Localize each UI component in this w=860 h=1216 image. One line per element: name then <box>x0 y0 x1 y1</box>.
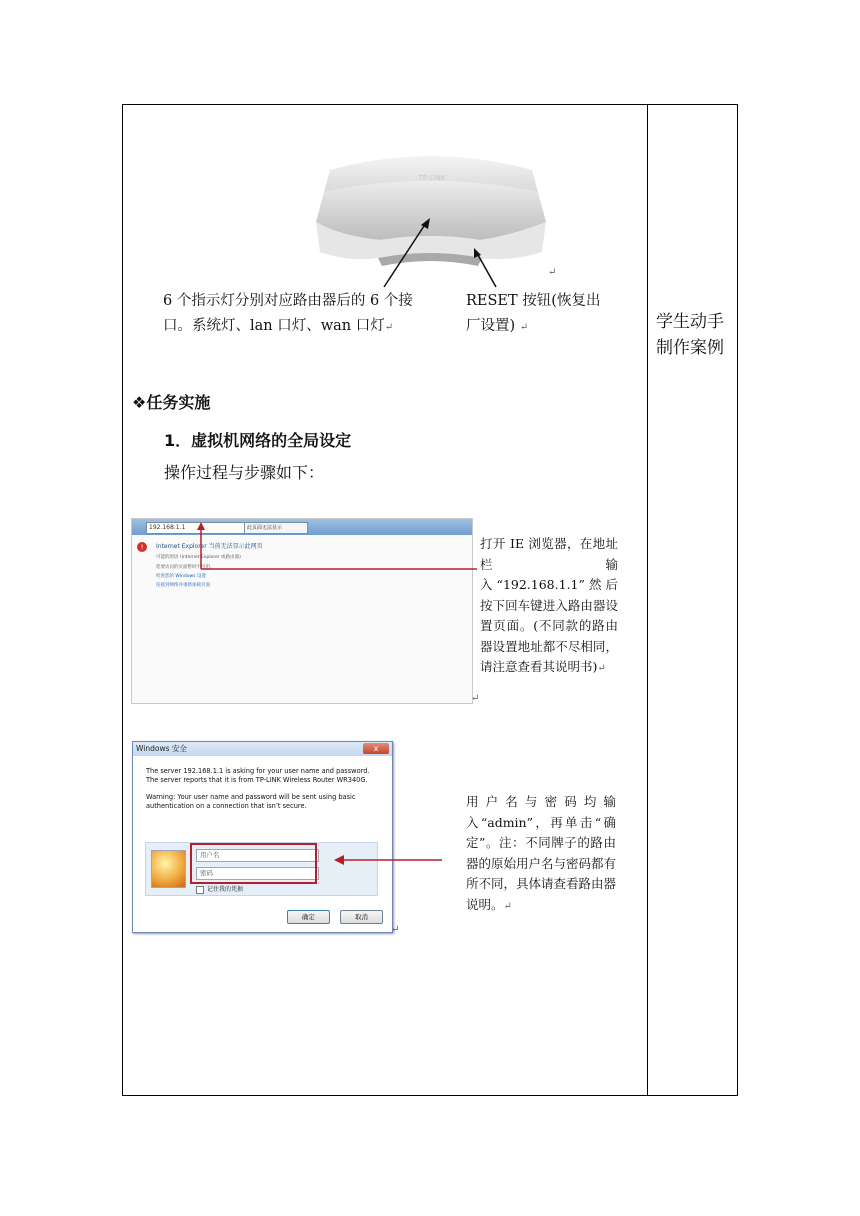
router-caption-left <box>163 289 413 340</box>
annotation-arrow <box>334 852 444 868</box>
password-input[interactable]: 密码 <box>196 867 319 880</box>
ok-button[interactable]: 确定 <box>287 910 330 924</box>
windows-security-dialog <box>132 741 393 933</box>
highlight-box <box>190 843 317 884</box>
para-mark: ↵ <box>471 693 480 704</box>
para-mark: ↵ <box>391 924 400 935</box>
cancel-button[interactable]: 取消 <box>340 910 383 924</box>
close-button[interactable]: x <box>363 743 389 754</box>
ie-error-title: Internet Explorer 当前无法显示此网页 <box>156 543 263 550</box>
section-heading: ❖任务实施 <box>132 393 211 412</box>
dialog-title: Windows 安全 x <box>133 742 392 756</box>
ie-address-bar: 192.168.1.1 <box>146 522 245 534</box>
dialog-buttons <box>282 904 383 924</box>
ie-error-line: 可能的原因 (Internet Explorer 或路由器) <box>156 555 241 560</box>
svg-text:!: ! <box>140 543 144 552</box>
ie-description: 打开 IE 浏览器，在地址栏输入“192.168.1.1”然后按下回车键进入路由器设置页面。(不同款的路由器设置地址都不尽相同，请注意查看其说明书)↵ <box>480 536 618 674</box>
username-input[interactable]: 用户名 <box>196 849 319 862</box>
caption-right-line2: 厂设置) ↵ <box>466 318 529 334</box>
dialog-warning: Warning: Your user name and password will be sent using basic authentication on a connection that isn’t secure. <box>146 793 356 810</box>
dialog-description: 用户名与密码均输入“admin”，再单击“确定”。注：不同牌子的路由器的原始用户名与密码都有所不同，具体请查看路由器说明。↵ <box>466 794 617 912</box>
column-divider <box>647 104 648 1096</box>
ie-error-line: 您要访问的页面暂时不可用。 <box>156 565 215 570</box>
user-avatar-icon <box>151 850 186 888</box>
router-brand: TP-LINK <box>418 174 446 182</box>
ie-tab: 此页面无法显示 <box>244 522 308 534</box>
ie-link: 检查您的 Windows 设置 <box>156 574 206 579</box>
intro-text: 操作过程与步骤如下： <box>164 463 325 482</box>
remember-checkbox[interactable]: 记住我的凭据 <box>196 884 243 894</box>
annotation-arrow <box>185 520 480 580</box>
error-icon <box>136 541 148 553</box>
ie-link: 连接到网络并重新加载页面 <box>156 583 210 588</box>
para-mark: ↵ <box>548 267 557 278</box>
dialog-message: The server 192.168.1.1 is asking for your user name and password. The server reports that it is from TP-LINK Wireless Router WR340G. <box>146 767 370 784</box>
caption-left-line1: 6 个指示灯分别对应路由器后的 6 个接 <box>163 293 413 309</box>
side-column-label: 学生动手 制作案例 <box>656 312 724 358</box>
router-caption-right <box>466 289 600 340</box>
caption-left-line2: 口。系统灯、lan 口灯、wan 口灯↵ <box>163 318 394 334</box>
caption-right-line1: RESET 按钮(恢复出 <box>466 293 601 309</box>
subheading: 1．虚拟机网络的全局设定 <box>164 431 352 450</box>
